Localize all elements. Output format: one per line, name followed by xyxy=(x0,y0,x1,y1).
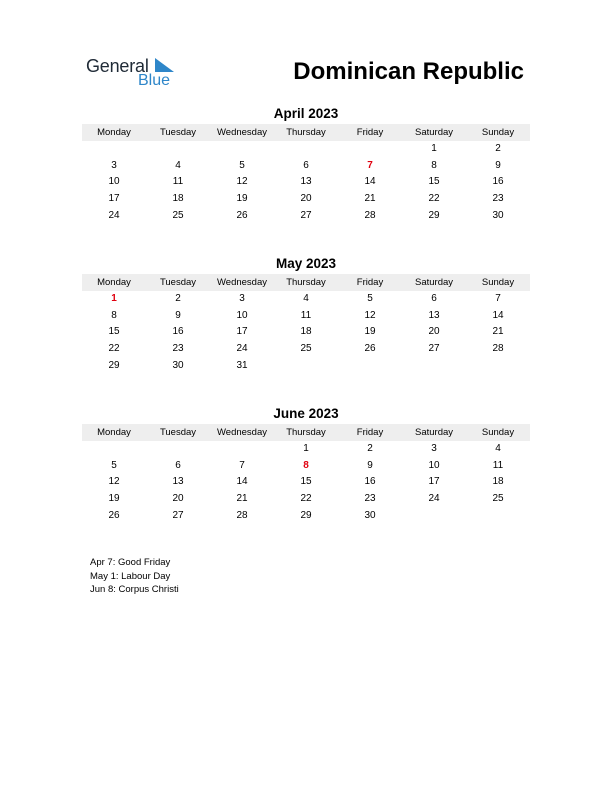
day-cell: 16 xyxy=(364,476,376,488)
day-cell: 26 xyxy=(236,209,248,221)
week-row xyxy=(82,324,530,341)
weekday-header-row xyxy=(82,274,530,291)
weekday-label: Monday xyxy=(97,127,131,138)
weekday-label: Wednesday xyxy=(217,427,267,438)
week-row xyxy=(82,291,530,308)
day-cell: 9 xyxy=(495,159,501,171)
day-cell: 23 xyxy=(364,493,376,505)
logo-blue-text: Blue xyxy=(138,72,171,89)
day-cell xyxy=(466,358,530,375)
day-cell: 20 xyxy=(172,493,184,505)
day-cell: 12 xyxy=(364,309,376,321)
weekday-label: Thursday xyxy=(286,427,326,438)
day-cell: 22 xyxy=(428,193,440,205)
month-calendar-june xyxy=(82,406,530,524)
day-cell: 16 xyxy=(172,326,184,338)
day-cell: 10 xyxy=(428,459,440,471)
holiday-list xyxy=(90,556,179,597)
day-cell xyxy=(146,141,210,158)
holiday-item: May 1: Labour Day xyxy=(90,570,171,582)
day-cell: 31 xyxy=(236,359,248,371)
day-cell: 4 xyxy=(175,159,181,171)
day-cell: 21 xyxy=(364,193,376,205)
day-cell: 6 xyxy=(303,159,309,171)
week-row xyxy=(82,308,530,325)
day-cell: 21 xyxy=(492,326,504,338)
day-cell: 19 xyxy=(364,326,376,338)
weekday-label: Tuesday xyxy=(159,127,197,138)
week-row xyxy=(82,191,530,208)
day-cell: 24 xyxy=(236,343,248,355)
day-cell xyxy=(338,358,402,375)
day-cell: 6 xyxy=(175,459,181,471)
day-cell: 29 xyxy=(428,209,440,221)
weekday-label: Monday xyxy=(97,427,131,438)
weekday-label: Saturday xyxy=(414,427,454,438)
day-cell xyxy=(466,508,530,525)
week-row xyxy=(82,208,530,225)
day-cell: 15 xyxy=(300,476,312,488)
weekday-label: Thursday xyxy=(286,277,326,288)
day-cell xyxy=(338,141,402,158)
day-cell: 15 xyxy=(428,176,440,188)
generalblue-logo xyxy=(86,56,186,92)
day-cell: 2 xyxy=(495,143,501,154)
day-cell: 16 xyxy=(492,176,504,188)
day-cell: 18 xyxy=(172,193,184,205)
day-cell: 1 xyxy=(303,443,309,454)
day-cell: 27 xyxy=(172,509,184,521)
day-cell: 12 xyxy=(108,476,120,488)
day-cell xyxy=(402,508,466,525)
weekday-header-row xyxy=(82,124,530,141)
day-cell: 30 xyxy=(492,209,504,221)
day-cell xyxy=(82,441,146,458)
day-cell: 22 xyxy=(300,493,312,505)
day-cell: 24 xyxy=(108,209,120,221)
day-cell: 9 xyxy=(175,309,181,321)
day-cell: 19 xyxy=(236,193,248,205)
holiday-day-cell: 7 xyxy=(367,159,373,171)
day-cell: 3 xyxy=(239,293,245,304)
day-cell: 30 xyxy=(172,359,184,371)
day-cell: 20 xyxy=(428,326,440,338)
week-row xyxy=(82,474,530,491)
day-cell: 2 xyxy=(367,443,373,454)
weekday-label: Friday xyxy=(356,277,384,288)
logo-general-text: General xyxy=(86,56,149,76)
weekday-label: Monday xyxy=(97,277,131,288)
weekday-label: Friday xyxy=(356,427,384,438)
day-cell: 25 xyxy=(492,493,504,505)
day-cell: 28 xyxy=(236,509,248,521)
day-cell: 24 xyxy=(428,493,440,505)
day-cell: 7 xyxy=(239,459,245,471)
day-cell: 17 xyxy=(428,476,440,488)
day-cell: 13 xyxy=(300,176,312,188)
day-cell: 18 xyxy=(300,326,312,338)
day-cell: 21 xyxy=(236,493,248,505)
day-cell: 5 xyxy=(367,293,373,304)
week-row xyxy=(82,158,530,175)
day-cell: 22 xyxy=(108,343,120,355)
weekday-label: Friday xyxy=(356,127,384,138)
weekday-label: Saturday xyxy=(414,127,454,138)
month-title: May 2023 xyxy=(275,256,337,271)
day-cell: 2 xyxy=(175,293,181,304)
weekday-label: Tuesday xyxy=(159,277,197,288)
day-cell: 28 xyxy=(364,209,376,221)
day-cell: 6 xyxy=(431,293,437,304)
day-cell: 18 xyxy=(492,476,504,488)
day-cell: 13 xyxy=(428,309,440,321)
week-row xyxy=(82,458,530,475)
week-row xyxy=(82,141,530,158)
day-cell: 30 xyxy=(364,509,376,521)
day-cell: 17 xyxy=(236,326,248,338)
day-cell: 7 xyxy=(495,293,501,304)
day-cell: 14 xyxy=(492,309,504,321)
week-row xyxy=(82,508,530,525)
day-cell xyxy=(402,358,466,375)
day-cell: 11 xyxy=(172,176,184,188)
month-title: June 2023 xyxy=(273,406,339,421)
day-cell: 10 xyxy=(108,176,120,188)
day-cell: 3 xyxy=(431,443,437,454)
week-row xyxy=(82,358,530,375)
day-cell: 29 xyxy=(300,509,312,521)
holiday-day-cell: 1 xyxy=(111,293,117,304)
month-title: April 2023 xyxy=(273,106,339,121)
weekday-label: Tuesday xyxy=(159,427,197,438)
day-cell: 11 xyxy=(300,309,312,321)
weekday-label: Wednesday xyxy=(217,127,267,138)
day-cell xyxy=(210,441,274,458)
country-title: Dominican Republic xyxy=(293,58,524,85)
day-cell: 12 xyxy=(236,176,248,188)
holiday-item: Apr 7: Good Friday xyxy=(90,557,171,568)
day-cell xyxy=(274,141,338,158)
day-cell: 27 xyxy=(300,209,312,221)
day-cell: 26 xyxy=(364,343,376,355)
day-cell: 15 xyxy=(108,326,120,338)
day-cell: 8 xyxy=(111,309,117,321)
weekday-label: Sunday xyxy=(481,277,515,288)
weekday-label: Wednesday xyxy=(217,277,267,288)
day-cell: 19 xyxy=(108,493,120,505)
holiday-item: Jun 8: Corpus Christi xyxy=(90,584,179,595)
weekday-label: Saturday xyxy=(414,277,454,288)
day-cell: 8 xyxy=(431,159,437,171)
month-calendar-april xyxy=(82,106,530,224)
day-cell xyxy=(274,358,338,375)
day-cell: 29 xyxy=(108,359,120,371)
day-cell: 4 xyxy=(303,293,309,304)
day-cell: 26 xyxy=(108,509,120,521)
day-cell: 25 xyxy=(172,209,184,221)
weekday-label: Sunday xyxy=(481,127,515,138)
day-cell: 5 xyxy=(111,459,117,471)
day-cell: 10 xyxy=(236,309,248,321)
weekday-header-row xyxy=(82,424,530,441)
week-row xyxy=(82,441,530,458)
day-cell: 14 xyxy=(236,476,248,488)
day-cell: 4 xyxy=(495,443,501,454)
day-cell: 9 xyxy=(367,459,373,471)
day-cell xyxy=(146,441,210,458)
day-cell xyxy=(82,141,146,158)
day-cell: 28 xyxy=(492,343,504,355)
holiday-day-cell: 8 xyxy=(303,459,309,471)
day-cell: 17 xyxy=(108,193,120,205)
day-cell: 3 xyxy=(111,159,117,171)
weekday-label: Thursday xyxy=(286,127,326,138)
month-calendar-may xyxy=(82,256,530,374)
week-row xyxy=(82,174,530,191)
day-cell xyxy=(210,141,274,158)
day-cell: 5 xyxy=(239,159,245,171)
day-cell: 13 xyxy=(172,476,184,488)
week-row xyxy=(82,491,530,508)
weekday-label: Sunday xyxy=(481,427,515,438)
week-row xyxy=(82,341,530,358)
day-cell: 23 xyxy=(492,193,504,205)
day-cell: 20 xyxy=(300,193,312,205)
day-cell: 27 xyxy=(428,343,440,355)
day-cell: 14 xyxy=(364,176,376,188)
day-cell: 25 xyxy=(300,343,312,355)
day-cell: 1 xyxy=(431,143,437,154)
day-cell: 11 xyxy=(492,459,504,471)
day-cell: 23 xyxy=(172,343,184,355)
